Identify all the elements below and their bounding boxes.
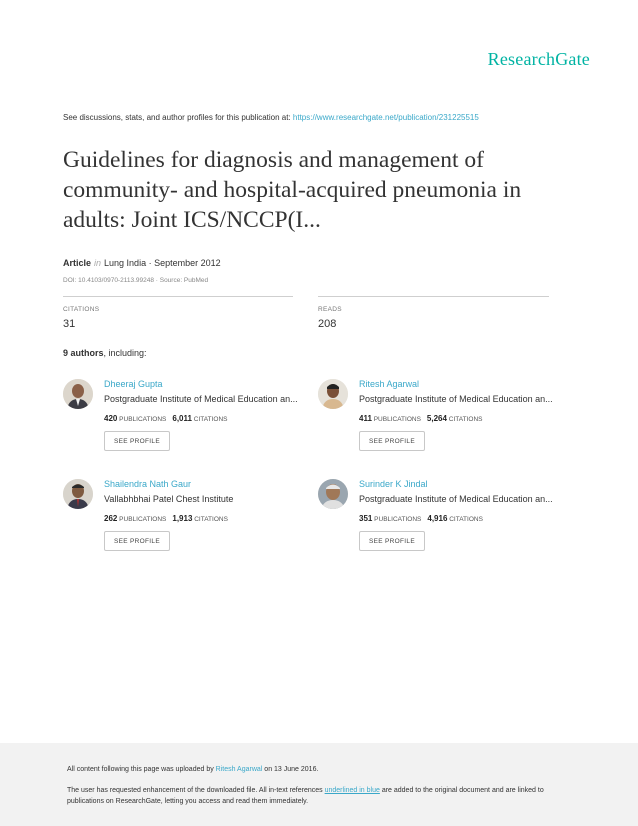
author-avatar[interactable] xyxy=(63,479,93,509)
notice-prefix: The user has requested enhancement of the downloaded file. All in-text references xyxy=(67,787,325,794)
publication-type: Article xyxy=(63,258,92,268)
reads-count: 208 xyxy=(318,318,337,330)
publications-label: PUBLICATIONS xyxy=(373,416,421,423)
publication-doi: DOI: 10.4103/0970-2113.99248 · Source: PubMed xyxy=(63,277,209,284)
see-profile-button[interactable]: SEE PROFILE xyxy=(359,531,425,551)
publications-label: PUBLICATIONS xyxy=(119,416,167,423)
author-publications-count: 351 xyxy=(359,514,373,523)
citations-label: CITATIONS xyxy=(63,306,100,313)
authors-suffix: , including: xyxy=(103,348,147,358)
uploader-link[interactable]: Ritesh Agarwal xyxy=(215,766,263,773)
author-publications-count: 411 xyxy=(359,414,372,423)
publications-label: PUBLICATIONS xyxy=(374,516,422,523)
discussion-line xyxy=(63,113,479,122)
author-publications-count: 262 xyxy=(104,514,118,523)
author-name-link[interactable]: Dheeraj Gupta xyxy=(104,379,163,389)
author-avatar[interactable] xyxy=(318,379,348,409)
author-avatar[interactable] xyxy=(318,479,348,509)
publication-venue: Lung India · September 2012 xyxy=(104,258,221,268)
enhancement-notice xyxy=(67,785,567,807)
author-card xyxy=(318,479,578,559)
author-stats xyxy=(359,414,482,423)
citations-count: 31 xyxy=(63,318,76,330)
see-profile-button[interactable]: SEE PROFILE xyxy=(359,431,425,451)
citations-label: CITATIONS xyxy=(193,416,228,423)
author-citations-count: 6,011 xyxy=(172,414,192,423)
upload-notice xyxy=(67,766,318,773)
author-card xyxy=(63,379,323,459)
author-stats xyxy=(104,414,227,423)
publication-meta xyxy=(63,258,221,268)
authors-heading xyxy=(63,348,147,358)
reads-label: READS xyxy=(318,306,342,313)
in-word: in xyxy=(94,258,102,268)
publications-label: PUBLICATIONS xyxy=(119,516,167,523)
author-institution: Postgraduate Institute of Medical Education an... xyxy=(359,494,553,504)
publication-title: Guidelines for diagnosis and management of community- and hospital-acquired pneumonia in adults: Joint ICS/NCCP(I... xyxy=(63,147,522,233)
author-name-link[interactable]: Shailendra Nath Gaur xyxy=(104,479,192,489)
researchgate-logo[interactable]: ResearchGate xyxy=(487,49,590,69)
author-institution: Postgraduate Institute of Medical Education an... xyxy=(359,394,553,404)
citations-label: CITATIONS xyxy=(449,516,483,523)
author-name-link[interactable]: Ritesh Agarwal xyxy=(359,379,420,389)
author-institution: Vallabhbhai Patel Chest Institute xyxy=(104,494,234,504)
reads-divider xyxy=(318,296,549,297)
author-card xyxy=(63,479,323,559)
footer xyxy=(0,743,638,826)
author-stats xyxy=(359,514,483,523)
see-profile-button[interactable]: SEE PROFILE xyxy=(104,431,170,451)
see-profile-button[interactable]: SEE PROFILE xyxy=(104,531,170,551)
author-citations-count: 4,916 xyxy=(427,514,448,523)
underlined-in-blue-text: underlined in blue xyxy=(324,787,380,794)
author-institution: Postgraduate Institute of Medical Education an... xyxy=(104,394,298,404)
author-citations-count: 1,913 xyxy=(172,514,193,523)
citations-label: CITATIONS xyxy=(194,516,228,523)
upload-prefix: All content following this page was uploaded by xyxy=(67,766,216,773)
notice-suffix: are added to the original document and are linked to publications on ResearchGate, letting you access and read them immediately. xyxy=(67,787,544,805)
author-card xyxy=(318,379,578,459)
authors-count: 9 authors xyxy=(63,348,104,358)
author-name-link[interactable]: Surinder K Jindal xyxy=(359,479,428,489)
author-publications-count: 420 xyxy=(104,414,118,423)
discussion-text: See discussions, stats, and author profiles for this publication at: xyxy=(63,113,293,122)
author-citations-count: 5,264 xyxy=(426,414,447,423)
publication-url-link[interactable]: https://www.researchgate.net/publication/231225515 xyxy=(292,113,479,122)
author-stats xyxy=(104,514,228,523)
author-avatar[interactable] xyxy=(63,379,93,409)
citations-divider xyxy=(63,296,293,297)
upload-suffix: on 13 June 2016. xyxy=(262,766,319,773)
citations-label: CITATIONS xyxy=(448,416,483,423)
